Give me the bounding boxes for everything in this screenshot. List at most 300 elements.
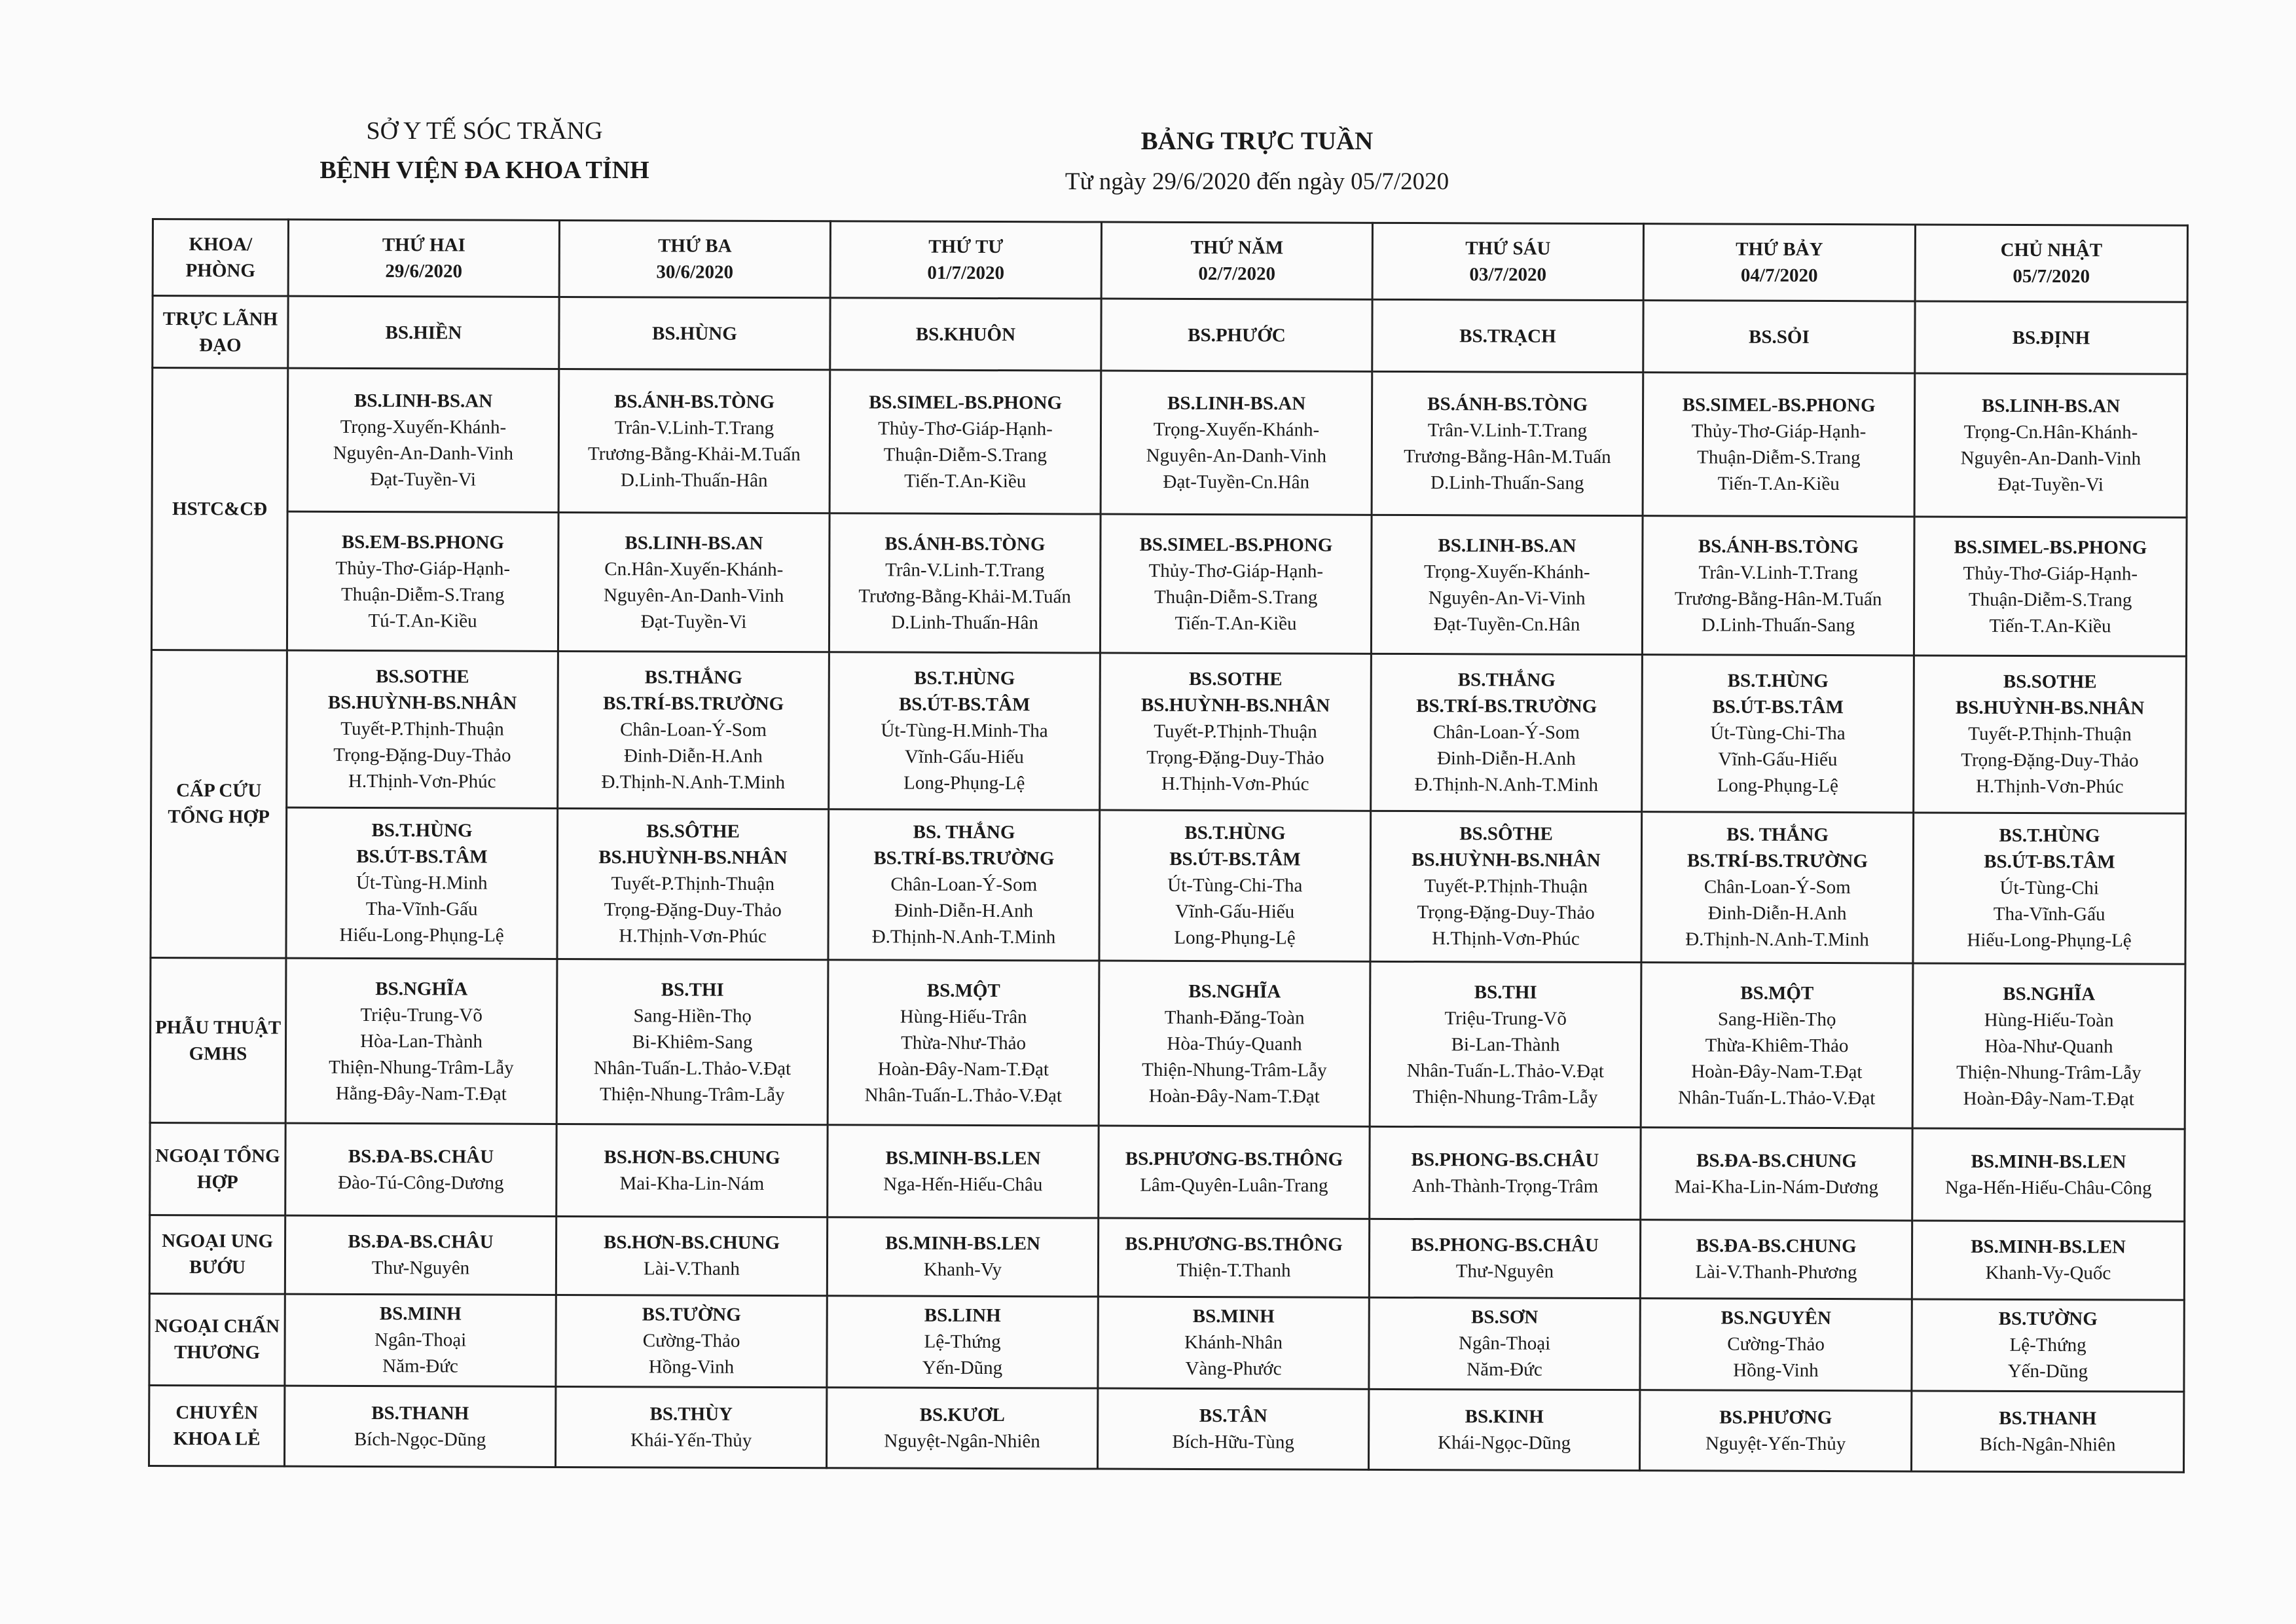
day-header-cell	[1372, 223, 1643, 300]
duty-cell	[1370, 811, 1642, 962]
staff-names: Vĩnh-Gấu-Hiếu	[1718, 748, 1838, 771]
doctor-names: BS.SOTHE	[2003, 671, 2097, 693]
staff-names: Cn.Hân-Xuyến-Khánh-	[604, 558, 784, 580]
doctor-names: BS.THẮNG	[644, 667, 742, 689]
day-date: 02/7/2020	[1198, 263, 1276, 285]
staff-names: Nguyệt-Ngân-Nhiên	[884, 1430, 1040, 1452]
staff-names: Hồng-Vinh	[648, 1356, 735, 1378]
staff-names: Trọng-Đặng-Duy-Thảo	[1961, 749, 2139, 771]
staff-names: Hoàn-Đây-Nam-T.Đạt	[1963, 1088, 2134, 1110]
staff-names: Nhân-Tuấn-L.Thảo-V.Đạt	[1678, 1086, 1876, 1109]
staff-names: Long-Phụng-Lệ	[1717, 775, 1838, 797]
staff-names: Thuận-Diễm-S.Trang	[883, 444, 1048, 466]
staff-names: Thư-Nguyên	[371, 1257, 470, 1279]
duty-schedule-table	[148, 218, 2189, 1473]
duty-cell	[287, 368, 559, 513]
duty-cell	[1640, 1390, 1912, 1471]
doctor-names: BS.ÚT-BS.TÂM	[898, 693, 1030, 716]
day-name: CHỦ NHẬT	[2000, 239, 2103, 261]
doctor-names: BS.HUỲNH-BS.NHÂN	[598, 847, 788, 869]
duty-cell	[285, 1124, 556, 1217]
leadership-label-cell: TRỰC LÃNH ĐẠO	[153, 296, 288, 368]
duty-cell	[1914, 373, 2187, 518]
staff-names: D.Linh-Thuấn-Hân	[620, 470, 768, 491]
duty-cell	[1369, 1219, 1640, 1299]
duty-cell	[1101, 371, 1372, 515]
staff-names: Lệ-Thứng	[924, 1331, 1001, 1353]
doctor-names: BS.HUỲNH-BS.NHÂN	[1140, 695, 1330, 716]
duty-cell	[285, 1294, 556, 1387]
department-row	[149, 1386, 2184, 1472]
staff-names: Vĩnh-Gấu-Hiếu	[904, 746, 1024, 768]
day-date: 03/7/2020	[1469, 264, 1547, 286]
duty-cell	[829, 652, 1101, 810]
staff-names: Bi-Lan-Thành	[1451, 1033, 1560, 1056]
doctor-names: BS.MỘT	[926, 980, 1000, 1001]
staff-names: Lài-V.Thanh	[643, 1258, 740, 1280]
department-row	[150, 957, 2185, 1129]
duty-cell	[1642, 655, 1914, 813]
department-of-health-name: SỞ Y TẾ SÓC TRĂNG	[366, 117, 603, 145]
staff-names: Triệu-Trung-Võ	[360, 1004, 483, 1026]
department-label-cell: HSTC&CĐ	[151, 367, 287, 650]
staff-names: H.Thịnh-Vơn-Phúc	[348, 771, 496, 792]
department-label-cell: PHẪU THUẬT GMHS	[150, 957, 286, 1123]
doctor-names: BS.MINH-BS.LEN	[1971, 1236, 2126, 1258]
leadership-duty-cell: BS.PHƯỚC	[1101, 299, 1372, 371]
doctor-names: BS.MINH-BS.LEN	[885, 1147, 1041, 1170]
duty-cell	[1641, 1128, 1912, 1221]
doctor-names: BS.MINH-BS.LEN	[885, 1232, 1041, 1255]
department-label-cell: NGOẠI CHẤN THƯƠNG	[149, 1293, 285, 1386]
doctor-names: BS.T.HÙNG	[914, 667, 1015, 690]
doctor-names: BS.ÚT-BS.TÂM	[356, 846, 488, 868]
staff-names: Nguyệt-Yến-Thủy	[1705, 1433, 1846, 1455]
duty-cell	[1371, 654, 1643, 811]
duty-cell	[1370, 1127, 1641, 1220]
duty-cell	[829, 513, 1101, 653]
day-header-cell	[830, 221, 1101, 299]
staff-names: H.Thịnh-Vơn-Phúc	[1975, 776, 2124, 798]
day-name: THỨ TƯ	[928, 236, 1004, 258]
staff-names: D.Linh-Thuấn-Sang	[1430, 472, 1584, 494]
staff-names: Thủy-Thơ-Giáp-Hạnh-	[1963, 563, 2138, 585]
staff-names: Nhân-Tuấn-L.Thảo-V.Đạt	[593, 1057, 792, 1079]
day-name: THỨ BẢY	[1736, 238, 1823, 261]
duty-cell	[285, 1386, 556, 1467]
staff-names: Thuận-Diễm-S.Trang	[340, 583, 505, 606]
day-header-cell	[1101, 222, 1372, 299]
doctor-names: BS.ÁNH-BS.TÒNG	[1698, 535, 1859, 557]
staff-names: Tuyết-P.Thịnh-Thuận	[611, 873, 775, 895]
staff-names: Khanh-Vy-Quốc	[1985, 1263, 2111, 1284]
staff-names: Thừa-Như-Thảo	[901, 1032, 1027, 1054]
staff-names: Khánh-Nhân	[1184, 1332, 1283, 1354]
duty-cell	[1912, 1391, 2184, 1472]
staff-names: D.Linh-Thuấn-Hân	[891, 612, 1038, 633]
doctor-names: BS.LINH-BS.AN	[1438, 534, 1576, 557]
staff-names: Khái-Yến-Thủy	[630, 1430, 752, 1452]
doctor-names: BS.LINH-BS.AN	[1167, 392, 1306, 415]
day-header-cell	[288, 219, 559, 297]
staff-names: Hoàn-Đây-Nam-T.Đạt	[877, 1058, 1049, 1080]
duty-cell	[1912, 1299, 2184, 1392]
doctor-names: BS.NGHĨA	[2003, 983, 2096, 1005]
duty-cell	[1370, 961, 1641, 1128]
staff-names: Nguyên-An-Vi-Vinh	[1428, 587, 1586, 609]
duty-cell	[556, 1217, 827, 1296]
duty-cell	[287, 511, 558, 651]
doctor-names: BS.ÚT-BS.TÂM	[1712, 696, 1844, 718]
staff-names: Hoàn-Đây-Nam-T.Đạt	[1691, 1060, 1863, 1082]
duty-cell	[1098, 1218, 1369, 1297]
staff-names: D.Linh-Thuấn-Sang	[1701, 614, 1855, 636]
day-date: 29/6/2020	[385, 261, 463, 282]
staff-names: Hiếu-Long-Phụng-Lệ	[1967, 929, 2132, 951]
duty-cell	[1371, 515, 1643, 654]
leadership-duty-cell: BS.ĐỊNH	[1915, 301, 2187, 374]
day-header-cell	[559, 220, 830, 297]
doctor-names: BS.SIMEL-BS.PHONG	[869, 392, 1063, 414]
staff-names: Hoàn-Đây-Nam-T.Đạt	[1148, 1085, 1320, 1107]
doctor-names: BS.EM-BS.PHONG	[341, 531, 505, 553]
staff-names: Tú-T.An-Kiều	[368, 610, 477, 632]
department-label-cell: NGOẠI TỔNG HỢP	[150, 1123, 285, 1215]
doctor-names: BS.TƯỜNG	[1998, 1308, 2098, 1330]
doctor-names: BS.HƠN-BS.CHUNG	[604, 1147, 780, 1169]
leadership-row	[153, 296, 2187, 374]
doctor-names: BS.TÂN	[1199, 1405, 1267, 1427]
duty-cell	[285, 1215, 556, 1295]
day-date: 30/6/2020	[656, 261, 734, 283]
staff-names: Đ.Thịnh-N.Anh-T.Minh	[1685, 929, 1869, 951]
doctor-names: BS.ÁNH-BS.TÒNG	[1427, 394, 1588, 415]
staff-names: Nga-Hến-Hiếu-Châu-Công	[1944, 1177, 2152, 1199]
staff-names: Yến-Dũng	[2007, 1361, 2088, 1382]
staff-names: Đinh-Diễn-H.Anh	[894, 900, 1034, 922]
department-row	[149, 1293, 2184, 1392]
doctor-names: BS.ĐA-BS.CHUNG	[1696, 1150, 1857, 1172]
duty-cell	[1643, 372, 1915, 517]
staff-names: Thủy-Thơ-Giáp-Hạnh-	[1691, 420, 1867, 443]
staff-names: Trương-Bằng-Khải-M.Tuấn	[588, 443, 801, 466]
staff-names: Long-Phụng-Lệ	[903, 772, 1025, 794]
duty-cell	[1912, 1221, 2184, 1300]
staff-names: Trân-V.Linh-T.Trang	[1698, 561, 1859, 583]
staff-names: Bích-Ngọc-Dũng	[354, 1429, 486, 1450]
staff-names: Thủy-Thơ-Giáp-Hạnh-	[1148, 560, 1324, 582]
staff-names: Chân-Loan-Ý-Som	[620, 719, 767, 741]
duty-cell	[1369, 1297, 1640, 1390]
staff-names: Trương-Bằng-Hân-M.Tuấn	[1404, 445, 1611, 468]
staff-names: Thiện-Nhung-Trâm-Lẫy	[1956, 1061, 2141, 1084]
staff-names: Tiến-T.An-Kiều	[904, 470, 1027, 492]
staff-names: Trọng-Xuyến-Khánh-	[340, 416, 507, 438]
staff-names: Mai-Kha-Lin-Nám	[619, 1173, 765, 1195]
duty-cell	[1372, 371, 1643, 516]
duty-cell	[1099, 1126, 1370, 1219]
doctor-names: BS.SIMEL-BS.PHONG	[1139, 534, 1333, 556]
staff-names: Hằng-Đây-Nam-T.Đạt	[335, 1082, 507, 1105]
staff-names: Trương-Bằng-Hân-M.Tuấn	[1674, 587, 1882, 610]
staff-names: Bích-Hữu-Tùng	[1172, 1431, 1294, 1453]
staff-names: Hồng-Vinh	[1733, 1360, 1819, 1382]
staff-names: Đạt-Tuyền-Vi	[370, 469, 477, 490]
staff-names: Tuyết-P.Thịnh-Thuận	[1424, 876, 1588, 898]
doctor-names: BS.HUỲNH-BS.NHÂN	[327, 692, 517, 714]
doctor-names: BS.T.HÙNG	[1999, 825, 2100, 847]
staff-names: Trân-V.Linh-T.Trang	[885, 559, 1045, 581]
staff-names: Đinh-Diễn-H.Anh	[1707, 902, 1847, 925]
doctor-names: BS.PHONG-BS.CHÂU	[1411, 1149, 1599, 1172]
doctor-names: BS. THẮNG	[913, 821, 1015, 843]
department-row	[151, 650, 2187, 813]
doctor-names: BS.T.HÙNG	[1727, 670, 1829, 692]
staff-names: Trọng-Đặng-Duy-Thảo	[1146, 747, 1324, 769]
staff-names: Thủy-Thơ-Giáp-Hạnh-	[335, 557, 511, 580]
staff-names: Cường-Thảo	[642, 1330, 740, 1352]
leadership-duty-cell: BS.HIỀN	[288, 296, 559, 369]
staff-names: Chân-Loan-Ý-Som	[1704, 876, 1851, 898]
staff-names: Mai-Kha-Lin-Nám-Dương	[1674, 1176, 1879, 1198]
duty-cell	[1641, 811, 1914, 963]
department-label-cell: CHUYÊN KHOA LẺ	[149, 1386, 285, 1466]
staff-names: Nga-Hến-Hiếu-Châu	[883, 1173, 1043, 1196]
staff-names: Lài-V.Thanh-Phương	[1695, 1261, 1857, 1283]
duty-cell	[1640, 1298, 1912, 1391]
duty-cell	[1369, 1390, 1640, 1471]
leadership-duty-cell: BS.SỎI	[1643, 301, 1915, 373]
staff-names: Sang-Hiền-Thọ	[1717, 1008, 1836, 1030]
department-row	[151, 807, 2186, 964]
doctor-names: BS.MINH	[379, 1303, 462, 1325]
duty-cell	[1913, 813, 2186, 964]
doctor-names: BS.THI	[661, 978, 724, 1001]
staff-names: Cường-Thảo	[1727, 1333, 1825, 1356]
staff-names: Lệ-Thứng	[2009, 1335, 2086, 1356]
doctor-names: BS.LINH	[924, 1305, 1001, 1327]
leadership-duty-cell: BS.TRẠCH	[1372, 300, 1643, 373]
staff-names: Đạt-Tuyền-Cn.Hân	[1433, 613, 1580, 635]
staff-names: Tiến-T.An-Kiều	[1175, 612, 1297, 635]
staff-names: Sang-Hiền-Thọ	[633, 1005, 752, 1027]
staff-names: Bích-Ngân-Nhiên	[1979, 1433, 2116, 1456]
staff-names: Nguyên-An-Danh-Vinh	[333, 442, 514, 464]
staff-names: Hòa-Như-Quanh	[1984, 1035, 2113, 1057]
duty-cell	[1098, 1388, 1369, 1469]
day-header-cell	[1643, 224, 1915, 301]
doctor-names: BS.T.HÙNG	[371, 820, 473, 841]
staff-names: Đạt-Tuyền-Cn.Hân	[1163, 471, 1310, 493]
duty-cell	[556, 959, 828, 1125]
organization-header	[236, 111, 733, 190]
doctor-names: BS.MINH-BS.LEN	[1971, 1151, 2126, 1173]
duty-cell	[1912, 963, 2185, 1130]
doctor-names: BS.NGUYÊN	[1721, 1307, 1831, 1329]
staff-names: Chân-Loan-Ý-Som	[890, 874, 1038, 896]
day-name: THỨ HAI	[382, 234, 465, 256]
doctor-names: BS.MỘT	[1740, 982, 1814, 1004]
doctor-names: BS.HUỲNH-BS.NHÂN	[1955, 697, 2145, 719]
duty-cell	[1914, 517, 2187, 656]
doctor-names: BS.THANH	[1999, 1408, 2097, 1430]
doctor-names: BS.TRÍ-BS.TRƯỜNG	[1686, 850, 1868, 872]
staff-names: Hòa-Lan-Thành	[360, 1030, 483, 1052]
doctor-names: BS.ÚT-BS.TÂM	[1984, 851, 2115, 873]
duty-cell	[827, 1295, 1098, 1388]
doctor-names: BS.NGHĨA	[1188, 980, 1281, 1002]
doctor-names: BS.PHONG-BS.CHÂU	[1411, 1234, 1599, 1257]
department-row	[152, 367, 2187, 517]
duty-cell	[827, 1217, 1098, 1297]
staff-names: Trọng-Xuyến-Khánh-	[1153, 418, 1320, 441]
doctor-names: BS.NGHĨA	[375, 978, 468, 1000]
staff-names: Nhân-Tuấn-L.Thảo-V.Đạt	[1406, 1060, 1605, 1082]
day-name: THỨ NĂM	[1190, 237, 1284, 259]
staff-names: Vĩnh-Gấu-Hiếu	[1175, 901, 1295, 923]
doctor-names: BS.PHƯƠNG	[1719, 1407, 1832, 1429]
doctor-names: BS.TƯỜNG	[642, 1304, 741, 1326]
department-row	[150, 1123, 2185, 1222]
staff-names: Hùng-Hiếu-Toàn	[1984, 1009, 2114, 1031]
department-label-cell: CẤP CỨU TỔNG HỢP	[151, 650, 287, 957]
staff-names: Thiện-T.Thanh	[1176, 1260, 1291, 1282]
doctor-names: BS.PHƯƠNG-BS.THÔNG	[1125, 1234, 1343, 1256]
staff-names: Lâm-Quyên-Luân-Trang	[1140, 1175, 1328, 1196]
doctor-names: BS.ĐA-BS.CHUNG	[1696, 1235, 1857, 1257]
doctor-names: BS.SƠN	[1470, 1306, 1539, 1329]
duty-cell	[828, 959, 1099, 1126]
doctor-names: BS.HUỲNH-BS.NHÂN	[1412, 849, 1601, 872]
doctor-names: BS.TRÍ-BS.TRƯỜNG	[873, 847, 1055, 870]
date-range: Từ ngày 29/6/2020 đến ngày 05/7/2020	[1065, 168, 1449, 195]
staff-names: Tiến-T.An-Kiều	[1989, 615, 2111, 637]
doctor-names: BS.KƯƠL	[919, 1404, 1005, 1426]
staff-names: Thủy-Thơ-Giáp-Hạnh-	[878, 418, 1053, 440]
duty-cell	[1100, 514, 1372, 654]
staff-names: Nguyên-An-Danh-Vinh	[603, 584, 784, 606]
staff-names: Tuyết-P.Thịnh-Thuận	[340, 718, 504, 740]
staff-names: Triệu-Trung-Võ	[1444, 1007, 1567, 1029]
duty-cell	[1642, 516, 1914, 655]
leadership-duty-cell: BS.HÙNG	[559, 297, 830, 370]
staff-names: Đ.Thịnh-N.Anh-T.Minh	[871, 926, 1056, 948]
doctor-names: BS.SOTHE	[375, 666, 469, 688]
duty-cell	[827, 1388, 1098, 1469]
staff-names: Đạt-Tuyền-Vi	[640, 610, 747, 633]
doctor-names: BS.HƠN-BS.CHUNG	[603, 1232, 780, 1254]
staff-names: Bi-Khiêm-Sang	[632, 1031, 753, 1053]
doctor-names: BS.TRÍ-BS.TRƯỜNG	[603, 693, 784, 715]
duty-cell	[558, 369, 830, 513]
duty-cell	[557, 808, 829, 959]
doctor-names: BS. THẮNG	[1726, 824, 1829, 846]
doctor-names: BS.SÔTHE	[1459, 823, 1553, 845]
staff-names: Đinh-Diễn-H.Anh	[1436, 748, 1576, 770]
staff-names: Khái-Ngọc-Dũng	[1438, 1432, 1571, 1454]
header-row	[153, 219, 2187, 303]
doctor-names: BS.ÚT-BS.TÂM	[1169, 849, 1301, 870]
duty-cell	[1914, 655, 2187, 813]
staff-names: Hiếu-Long-Phụng-Lệ	[339, 925, 504, 946]
doctor-names: BS.PHƯƠNG-BS.THÔNG	[1125, 1148, 1343, 1170]
day-date: 04/7/2020	[1740, 265, 1818, 287]
staff-names: Nhân-Tuấn-L.Thảo-V.Đạt	[864, 1084, 1062, 1106]
corner-header-cell: KHOA/ PHÒNG	[153, 219, 288, 297]
staff-names: Hùng-Hiếu-Trân	[900, 1006, 1027, 1027]
staff-names: Thuận-Diễm-S.Trang	[1154, 586, 1318, 608]
duty-cell	[286, 807, 558, 959]
duty-cell	[828, 809, 1100, 960]
duty-cell	[556, 1295, 827, 1388]
doctor-names: BS.ÁNH-BS.TÒNG	[614, 391, 775, 413]
doctor-names: BS.ÁNH-BS.TÒNG	[884, 533, 1046, 555]
staff-names: Trương-Bằng-Khải-M.Tuấn	[858, 585, 1072, 607]
day-date: 05/7/2020	[2013, 266, 2090, 287]
staff-names: Thiện-Nhung-Trâm-Lẫy	[1142, 1059, 1327, 1081]
doctor-names: BS.TRÍ-BS.TRƯỜNG	[1416, 695, 1597, 718]
staff-names: Tha-Vĩnh-Gấu	[365, 898, 478, 920]
staff-names: Nguyên-An-Danh-Vinh	[1960, 447, 2141, 470]
doctor-names: BS.MINH	[1192, 1306, 1275, 1327]
staff-names: Thiện-Nhung-Trâm-Lẫy	[329, 1056, 514, 1079]
staff-names: Đào-Tú-Công-Dương	[338, 1172, 504, 1194]
staff-names: Năm-Đức	[1467, 1359, 1542, 1381]
staff-names: Tuyết-P.Thịnh-Thuận	[1154, 721, 1317, 743]
schedule-body	[149, 219, 2188, 1473]
document-title: BẢNG TRỰC TUẦN	[1140, 127, 1374, 155]
staff-names: Út-Tùng-Chi	[1999, 877, 2100, 899]
staff-names: Nguyên-An-Danh-Vinh	[1146, 445, 1327, 467]
department-row	[151, 511, 2187, 657]
doctor-names: BS.LINH-BS.AN	[1982, 395, 2121, 417]
staff-names: Tiến-T.An-Kiều	[1717, 473, 1840, 495]
duty-cell	[1098, 1297, 1369, 1390]
duty-cell	[556, 1387, 827, 1468]
staff-names: H.Thịnh-Vơn-Phúc	[1161, 773, 1309, 795]
duty-cell	[558, 651, 829, 809]
leadership-duty-cell: BS.KHUÔN	[830, 298, 1101, 371]
duty-cell	[1641, 962, 1913, 1128]
doctor-names: BS.THẮNG	[1457, 669, 1556, 692]
staff-names: Tha-Vĩnh-Gấu	[1993, 904, 2105, 925]
staff-names: Năm-Đức	[382, 1356, 458, 1377]
day-header-cell	[1915, 225, 2187, 302]
duty-cell	[1640, 1220, 1912, 1299]
doctor-names: BS.LINH-BS.AN	[625, 532, 763, 554]
staff-names: Đ.Thịnh-N.Anh-T.Minh	[1414, 774, 1599, 796]
staff-names: Chân-Loan-Ý-Som	[1433, 722, 1580, 744]
staff-names: Long-Phụng-Lệ	[1174, 927, 1296, 949]
doctor-names: BS.THI	[1474, 981, 1537, 1003]
staff-names: Đinh-Diễn-H.Anh	[623, 745, 763, 767]
doctor-names: BS.SOTHE	[1188, 669, 1283, 690]
duty-cell	[556, 1124, 828, 1217]
duty-cell	[829, 370, 1101, 515]
staff-names: Trọng-Đặng-Duy-Thảo	[333, 745, 511, 767]
staff-names: Anh-Thành-Trọng-Trâm	[1412, 1175, 1599, 1198]
doctor-names: BS.KINH	[1465, 1406, 1544, 1428]
duty-cell	[828, 1125, 1099, 1218]
duty-cell	[1099, 810, 1371, 961]
doctor-names: BS.THANH	[371, 1403, 469, 1424]
staff-names: Trọng-Cn.Hân-Khánh-	[1963, 421, 2138, 443]
staff-names: Trọng-Đặng-Duy-Thảo	[1417, 902, 1595, 924]
staff-names: Thừa-Khiêm-Thảo	[1705, 1034, 1849, 1056]
staff-names: Đ.Thịnh-N.Anh-T.Minh	[601, 771, 786, 794]
staff-names: Khanh-Vy	[923, 1259, 1002, 1281]
duty-cell	[558, 513, 829, 652]
